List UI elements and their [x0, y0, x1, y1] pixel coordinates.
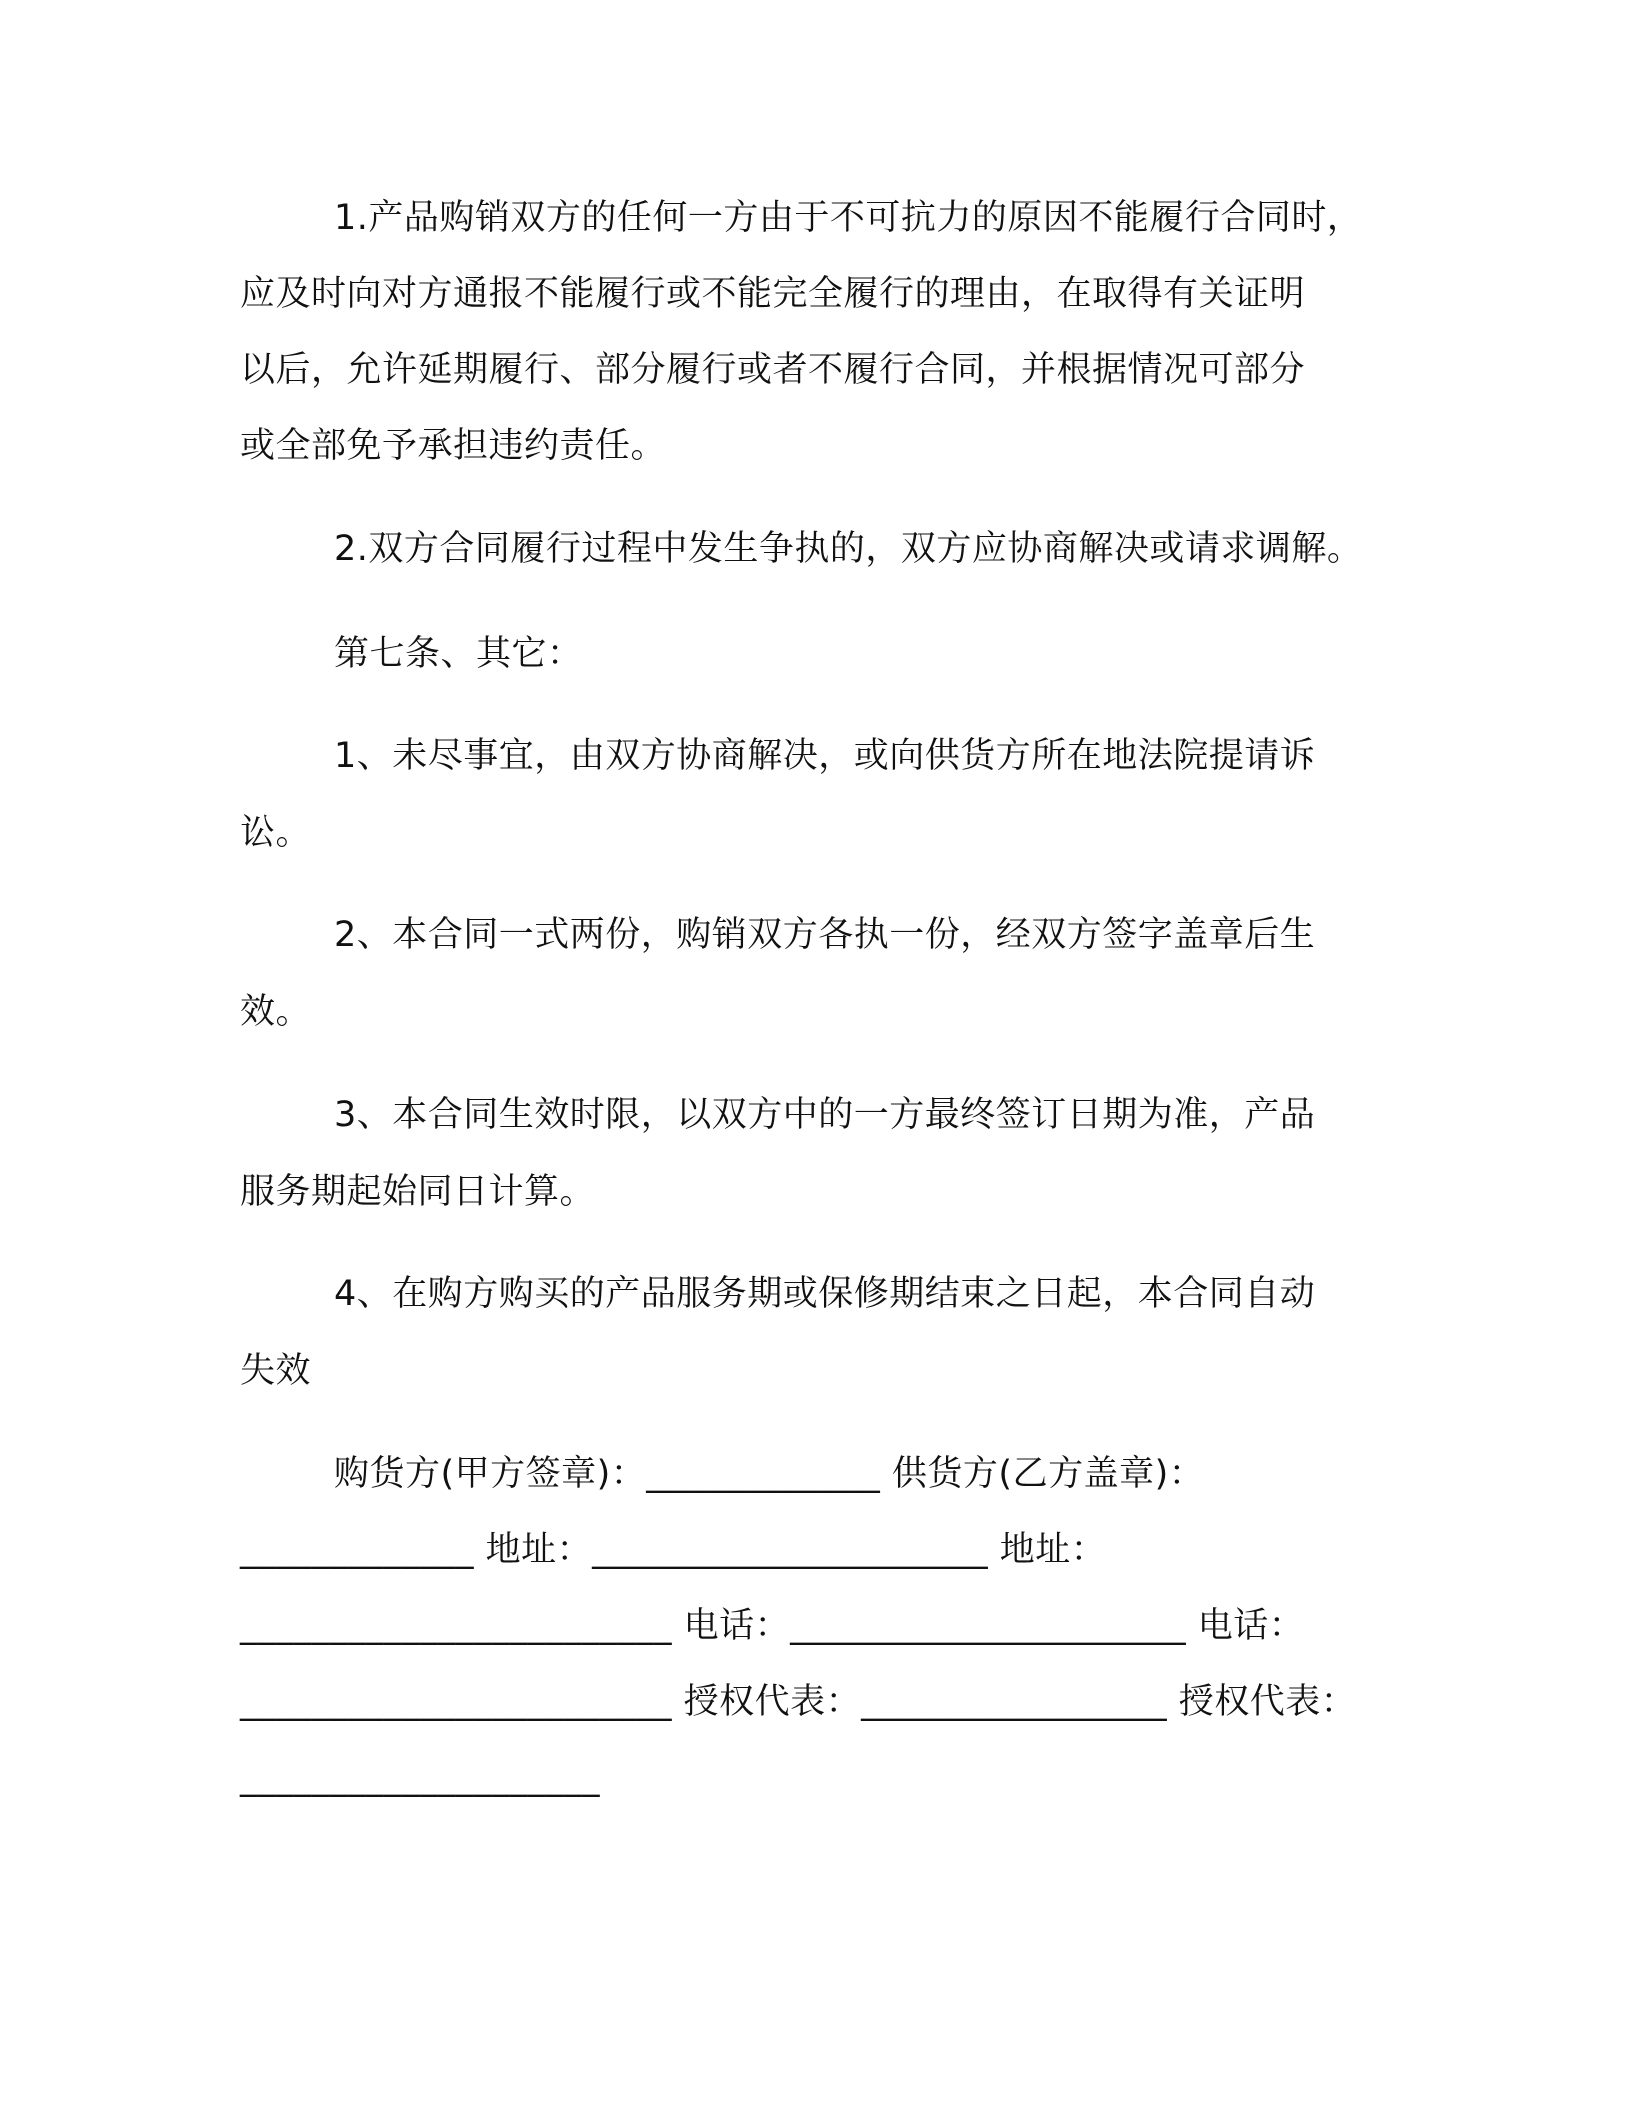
signature-block-line: _____________ 地址：______________________ 地址：: [240, 1530, 1107, 1570]
article-item-line: 4、在购方购买的产品服务期或保修期结束之日起，本合同自动: [334, 1274, 1316, 1314]
article-item-line: 3、本合同生效时限，以双方中的一方最终签订日期为准，产品: [334, 1095, 1316, 1135]
force-majeure-clause-line: 以后，允许延期履行、部分履行或者不履行合同，并根据情况可部分: [240, 350, 1306, 390]
article-item-line: 服务期起始同日计算。: [240, 1172, 596, 1212]
article-item-line: 讼。: [240, 813, 312, 853]
force-majeure-clause-line: 1.产品购销双方的任何一方由于不可抗力的原因不能履行合同时，: [334, 198, 1363, 238]
force-majeure-clause-line: 或全部免予承担违约责任。: [240, 426, 667, 466]
force-majeure-clause-line: 应及时向对方通报不能履行或不能完全履行的理由，在取得有关证明: [240, 274, 1306, 314]
signature-block-line: 购货方(甲方签章)：_____________ 供货方(乙方盖章)：: [334, 1454, 1205, 1494]
article-item-line: 失效: [240, 1351, 312, 1391]
signature-block-line: ________________________ 电话：______________________ 电话：: [240, 1606, 1305, 1646]
article-seven-heading: 第七条、其它：: [334, 634, 583, 674]
signature-block-line: ________________________ 授权代表：_________________ 授权代表：: [240, 1682, 1357, 1722]
article-item-line: 1、未尽事宜，由双方协商解决，或向供货方所在地法院提请诉: [334, 736, 1316, 776]
article-item-line: 2、本合同一式两份，购销双方各执一份，经双方签字盖章后生: [334, 915, 1316, 955]
dispute-clause-line: 2.双方合同履行过程中发生争执的，双方应协商解决或请求调解。: [334, 529, 1363, 569]
signature-block-line: ____________________: [240, 1758, 600, 1798]
article-item-line: 效。: [240, 992, 312, 1032]
